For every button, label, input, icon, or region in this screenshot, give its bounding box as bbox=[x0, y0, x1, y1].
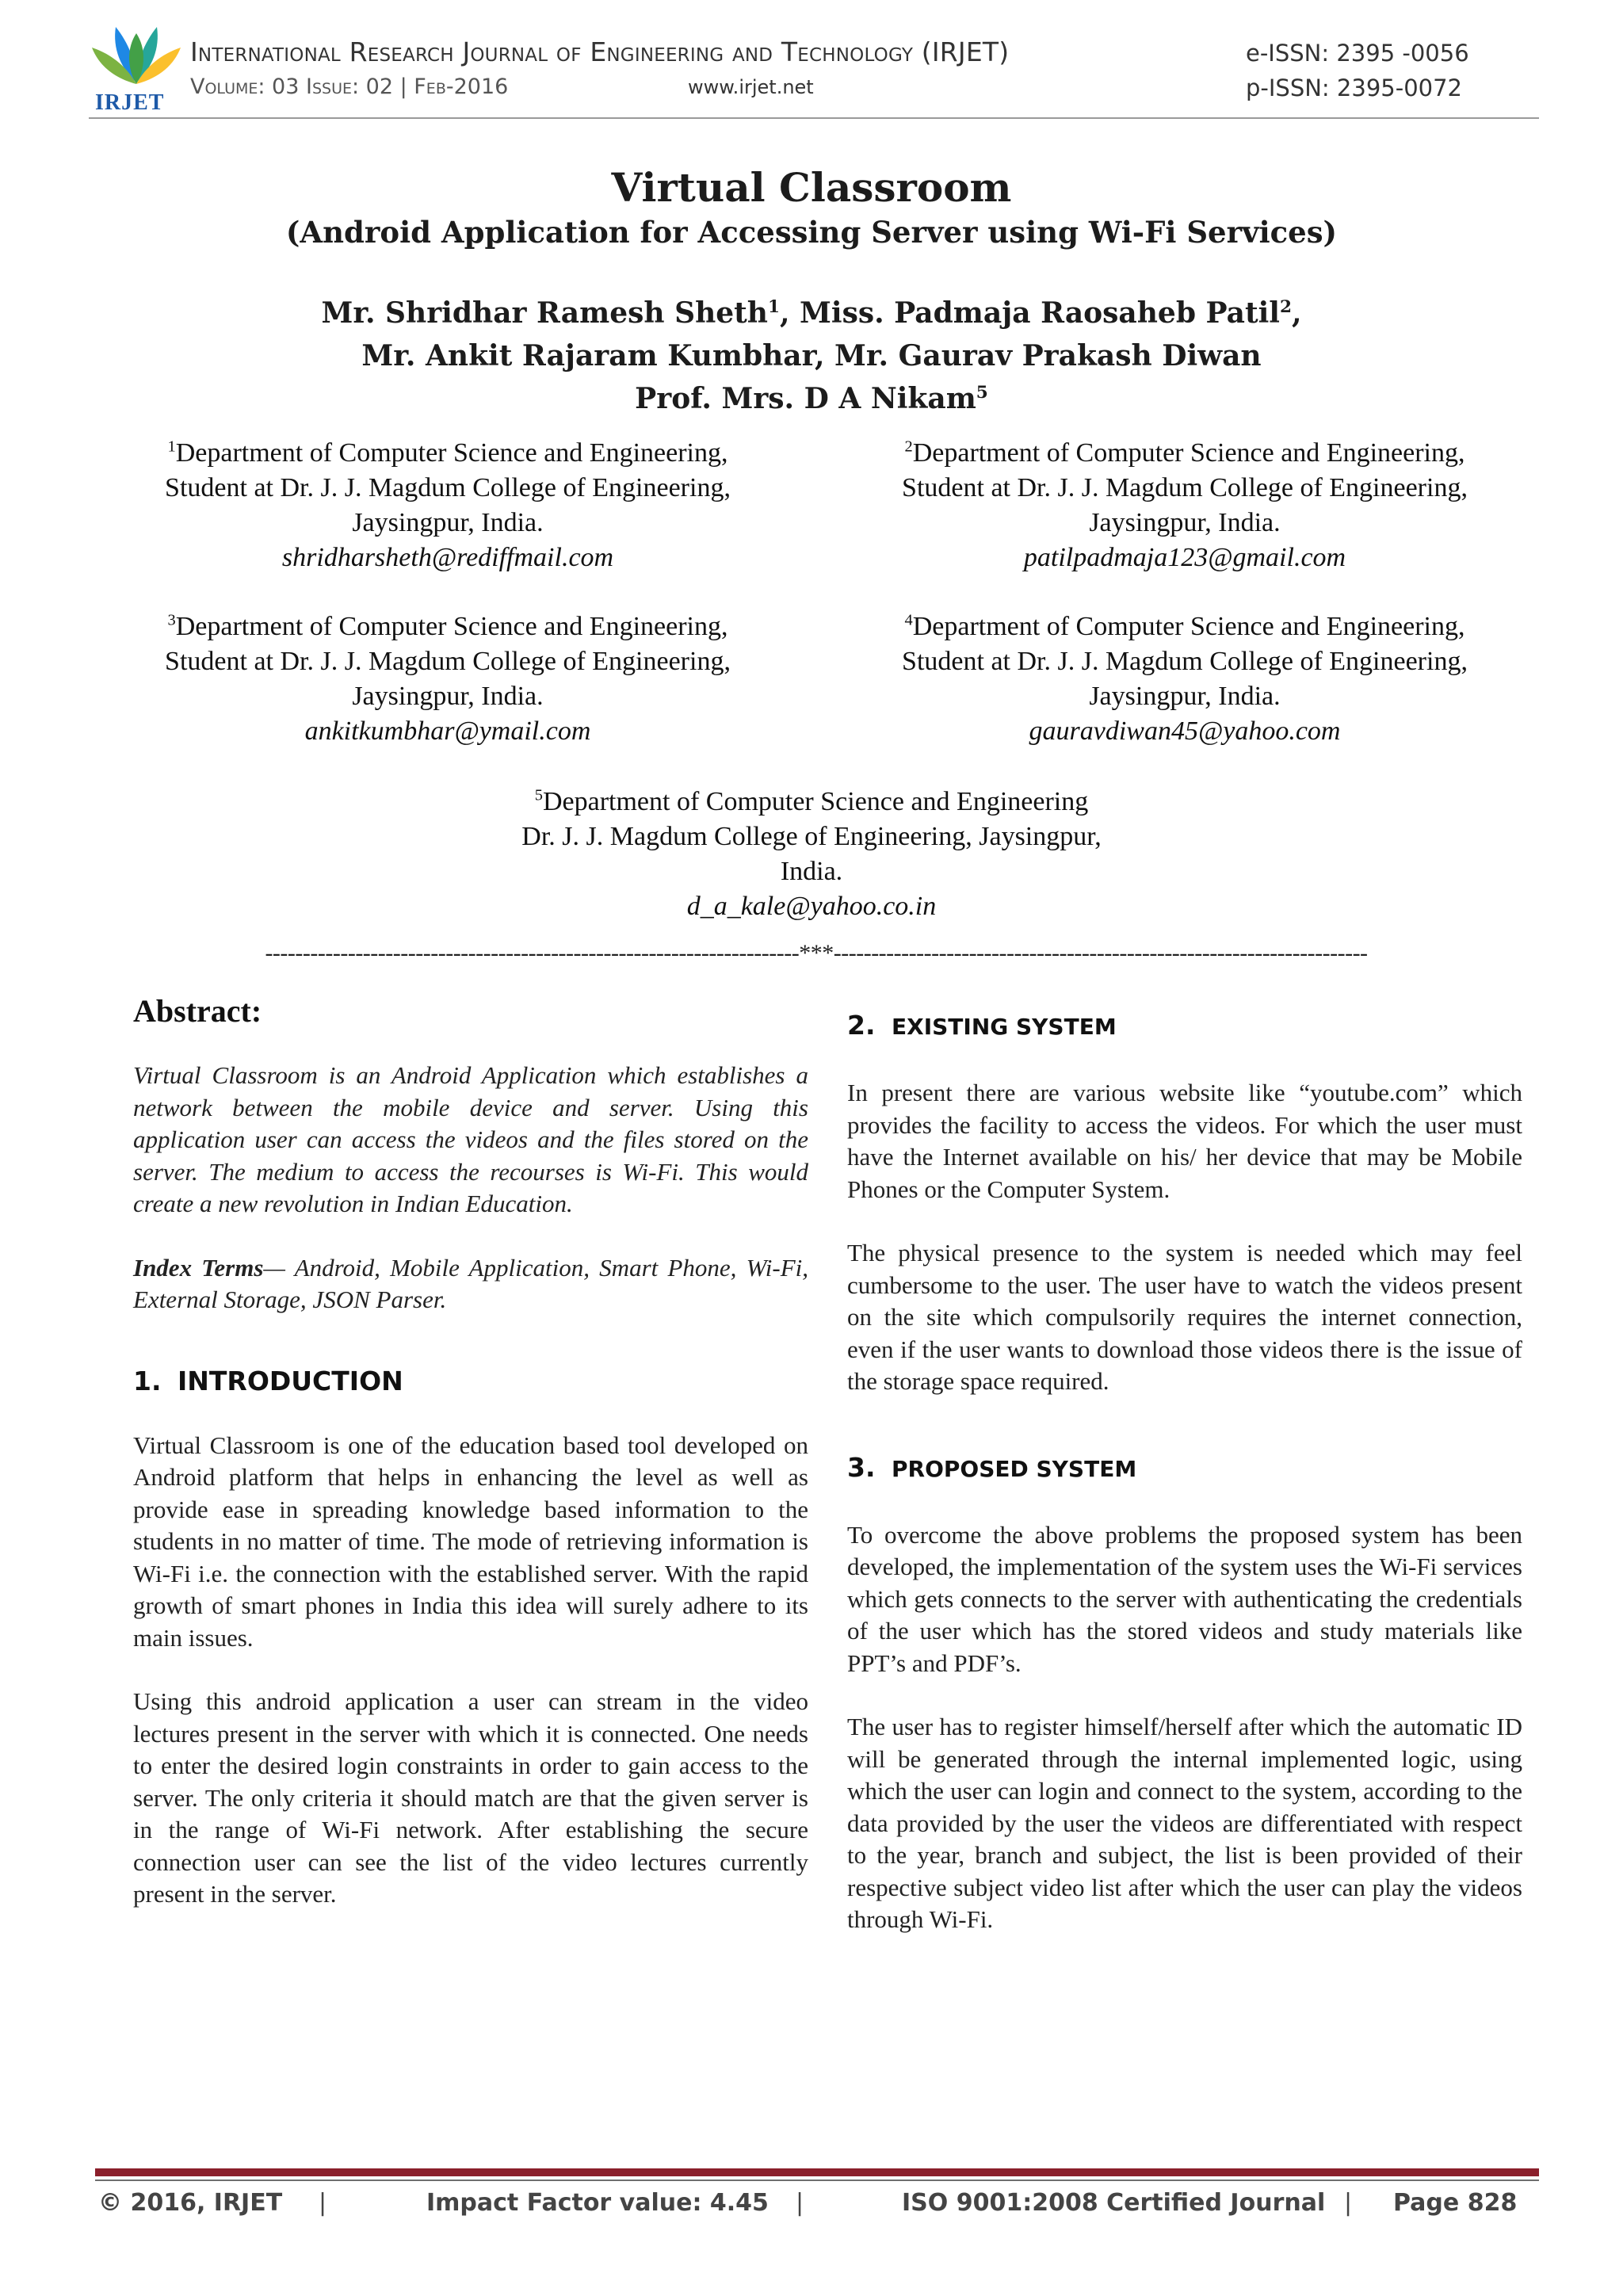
p-issn: p-ISSN: 2395-0072 bbox=[1246, 74, 1462, 101]
journal-logo bbox=[89, 21, 184, 114]
affiliation-email[interactable]: ankitkumbhar@ymail.com bbox=[304, 716, 591, 746]
section-title: EXISTING SYSTEM bbox=[892, 1014, 1117, 1040]
affiliation-2 bbox=[808, 436, 1561, 575]
affiliation-place: Jaysingpur, India. bbox=[1089, 508, 1281, 537]
header-rule bbox=[89, 117, 1539, 119]
existing-system-paragraph-2: The physical presence to the system is needed which may feel cumbersome to the user. The user have to watch the videos present on the site which compulsorily requires the internet connection, even if the user wants to download those videos there is the issue of the storage space required. bbox=[847, 1239, 1522, 1395]
right-column bbox=[847, 1010, 1522, 1936]
affiliation-dept: Department of Computer Science and Engineering bbox=[542, 787, 1089, 816]
footer-bar bbox=[95, 2168, 1539, 2176]
footer-rule bbox=[95, 2179, 1539, 2181]
author-2: , Miss. Padmaja Raosaheb Patil bbox=[779, 296, 1280, 330]
footer-page-number: Page 828 bbox=[1393, 2189, 1518, 2217]
author-2-sup: 2 bbox=[1279, 297, 1292, 317]
index-terms-label: Index Terms bbox=[133, 1253, 264, 1282]
affiliation-sup: 5 bbox=[534, 786, 543, 804]
footer-separator: | bbox=[796, 2189, 804, 2217]
affiliation-sup: 3 bbox=[167, 611, 176, 629]
introduction-heading bbox=[133, 1366, 808, 1396]
index-terms-text: — Android, Mobile Application, Smart Phone, Wi-Fi, External Storage, JSON Parser. bbox=[133, 1253, 809, 1313]
abstract-heading: Abstract: bbox=[133, 993, 262, 1029]
volume-issue: Volume: 03 Issue: 02 | Feb-2016 bbox=[190, 74, 509, 99]
section-number: 2. bbox=[847, 1010, 876, 1041]
footer-separator: | bbox=[319, 2189, 327, 2217]
journal-name: International Research Journal of Engineering and Technology (IRJET) bbox=[190, 36, 1010, 67]
affiliation-dept: Department of Computer Science and Engineering, bbox=[912, 438, 1465, 468]
affiliation-email[interactable]: gauravdiwan45@yahoo.com bbox=[1029, 716, 1341, 746]
footer-copyright: © 2016, IRJET bbox=[98, 2189, 283, 2217]
author-5: Prof. Mrs. D A Nikam bbox=[635, 382, 976, 415]
affiliation-place: India. bbox=[780, 857, 843, 886]
section-title: INTRODUCTION bbox=[178, 1365, 403, 1396]
section-title: PROPOSED SYSTEM bbox=[892, 1455, 1137, 1482]
affiliation-sup: 4 bbox=[904, 611, 913, 629]
author-1: Mr. Shridhar Ramesh Sheth bbox=[321, 296, 768, 330]
existing-system-heading bbox=[847, 1010, 1522, 1041]
footer-iso: ISO 9001:2008 Certified Journal bbox=[902, 2189, 1326, 2217]
affiliation-3 bbox=[71, 609, 824, 749]
affiliation-dept: Department of Computer Science and Engineering, bbox=[175, 438, 728, 468]
section-number: 3. bbox=[847, 1451, 876, 1483]
affiliation-college: Dr. J. J. Magdum College of Engineering, Jaysingpur, bbox=[521, 822, 1102, 851]
affiliation-college: Student at Dr. J. J. Magdum College of Engineering, bbox=[165, 473, 731, 502]
section-number: 1. bbox=[133, 1365, 162, 1396]
affiliation-1 bbox=[71, 436, 824, 575]
proposed-system-heading bbox=[847, 1452, 1522, 1483]
affiliation-college: Student at Dr. J. J. Magdum College of Engineering, bbox=[902, 647, 1468, 676]
left-column bbox=[133, 992, 808, 1911]
affiliation-sup: 2 bbox=[904, 437, 913, 456]
introduction-paragraph-2: Using this android application a user can stream in the video lectures present in the server with which it is connected. One needs to enter the desired login constraints in order to gain access to the server. The only criteria it should match are that the given server is in the range of Wi-Fi network. After establishing the secure connection user can see the list of the video lectures currently present in the server. bbox=[133, 1687, 808, 1908]
introduction-paragraph-1: Virtual Classroom is one of the education based tool developed on Android platform that helps in enhancing the level as well as provide ease in spreading knowledge based information to the students in no matter of time. The mode of retrieving information is Wi-Fi i.e. the connection with the established server. With the rapid growth of smart phones in India this idea will surely adhere to its main issues. bbox=[133, 1431, 808, 1652]
affiliation-5 bbox=[0, 785, 1623, 924]
affiliation-place: Jaysingpur, India. bbox=[352, 508, 544, 537]
authors-line-2: Mr. Ankit Rajaram Kumbhar, Mr. Gaurav Prakash Diwan bbox=[361, 339, 1262, 372]
affiliation-email[interactable]: patilpadmaja123@gmail.com bbox=[1023, 543, 1346, 572]
affiliation-dept: Department of Computer Science and Engineering, bbox=[912, 612, 1465, 641]
footer-impact-factor: Impact Factor value: 4.45 bbox=[426, 2189, 769, 2217]
affiliation-email[interactable]: d_a_kale@yahoo.co.in bbox=[686, 892, 937, 921]
proposed-system-paragraph-2: The user has to register himself/herself after which the automatic ID will be generated through the internal implemented logic, using which the user can login and connect to the system, according to the data provided by the user the videos are differentiated with respect to the year, branch and subject, the list is been provided of their respective subject video list after which the user can play the videos through Wi-Fi. bbox=[847, 1713, 1522, 1933]
proposed-system-paragraph-1: To overcome the above problems the proposed system has been developed, the implementation of the system uses the Wi-Fi services which gets connects to the server with authenticating the credentials of the user which has the stored videos and study materials like PPT’s and PDF’s. bbox=[847, 1520, 1522, 1677]
authors-line-1-end: , bbox=[1291, 296, 1302, 330]
abstract-text: Virtual Classroom is an Android Application which establishes a network between the mobile device and server. Using this application user can access the videos and the files stored on the server. The medium to access the recourses is Wi-Fi. This would create a new revolution in Indian Education. bbox=[133, 1061, 808, 1217]
affiliation-place: Jaysingpur, India. bbox=[352, 682, 544, 711]
affiliation-dept: Department of Computer Science and Engineering, bbox=[175, 612, 728, 641]
author-1-sup: 1 bbox=[767, 297, 780, 317]
affiliation-sup: 1 bbox=[167, 437, 176, 456]
e-issn: e-ISSN: 2395 -0056 bbox=[1246, 40, 1469, 67]
section-separator: -----------------------------------------------------------------------***----------------------------------------------------------------------- bbox=[265, 940, 1368, 966]
existing-system-paragraph-1: In present there are various website like “youtube.com” which provides the facility to access the videos. For which the user must have the Internet available on his/ her device that may be Mobile Phones or the Computer System. bbox=[847, 1079, 1522, 1203]
paper-subtitle: (Android Application for Accessing Server using Wi-Fi Services) bbox=[285, 215, 1338, 250]
paper-title: Virtual Classroom bbox=[611, 164, 1012, 211]
authors-line-3 bbox=[0, 382, 1623, 415]
index-terms bbox=[133, 1252, 808, 1316]
author-5-sup: 5 bbox=[976, 383, 988, 403]
footer-separator: | bbox=[1344, 2189, 1353, 2217]
authors-line-1 bbox=[0, 296, 1623, 330]
affiliation-place: Jaysingpur, India. bbox=[1089, 682, 1281, 711]
affiliation-college: Student at Dr. J. J. Magdum College of Engineering, bbox=[902, 473, 1468, 502]
affiliation-college: Student at Dr. J. J. Magdum College of Engineering, bbox=[165, 647, 731, 676]
affiliation-email[interactable]: shridharsheth@rediffmail.com bbox=[281, 543, 614, 572]
journal-website[interactable]: www.irjet.net bbox=[688, 76, 814, 98]
logo-text: IRJET bbox=[95, 90, 165, 115]
affiliation-4 bbox=[808, 609, 1561, 749]
